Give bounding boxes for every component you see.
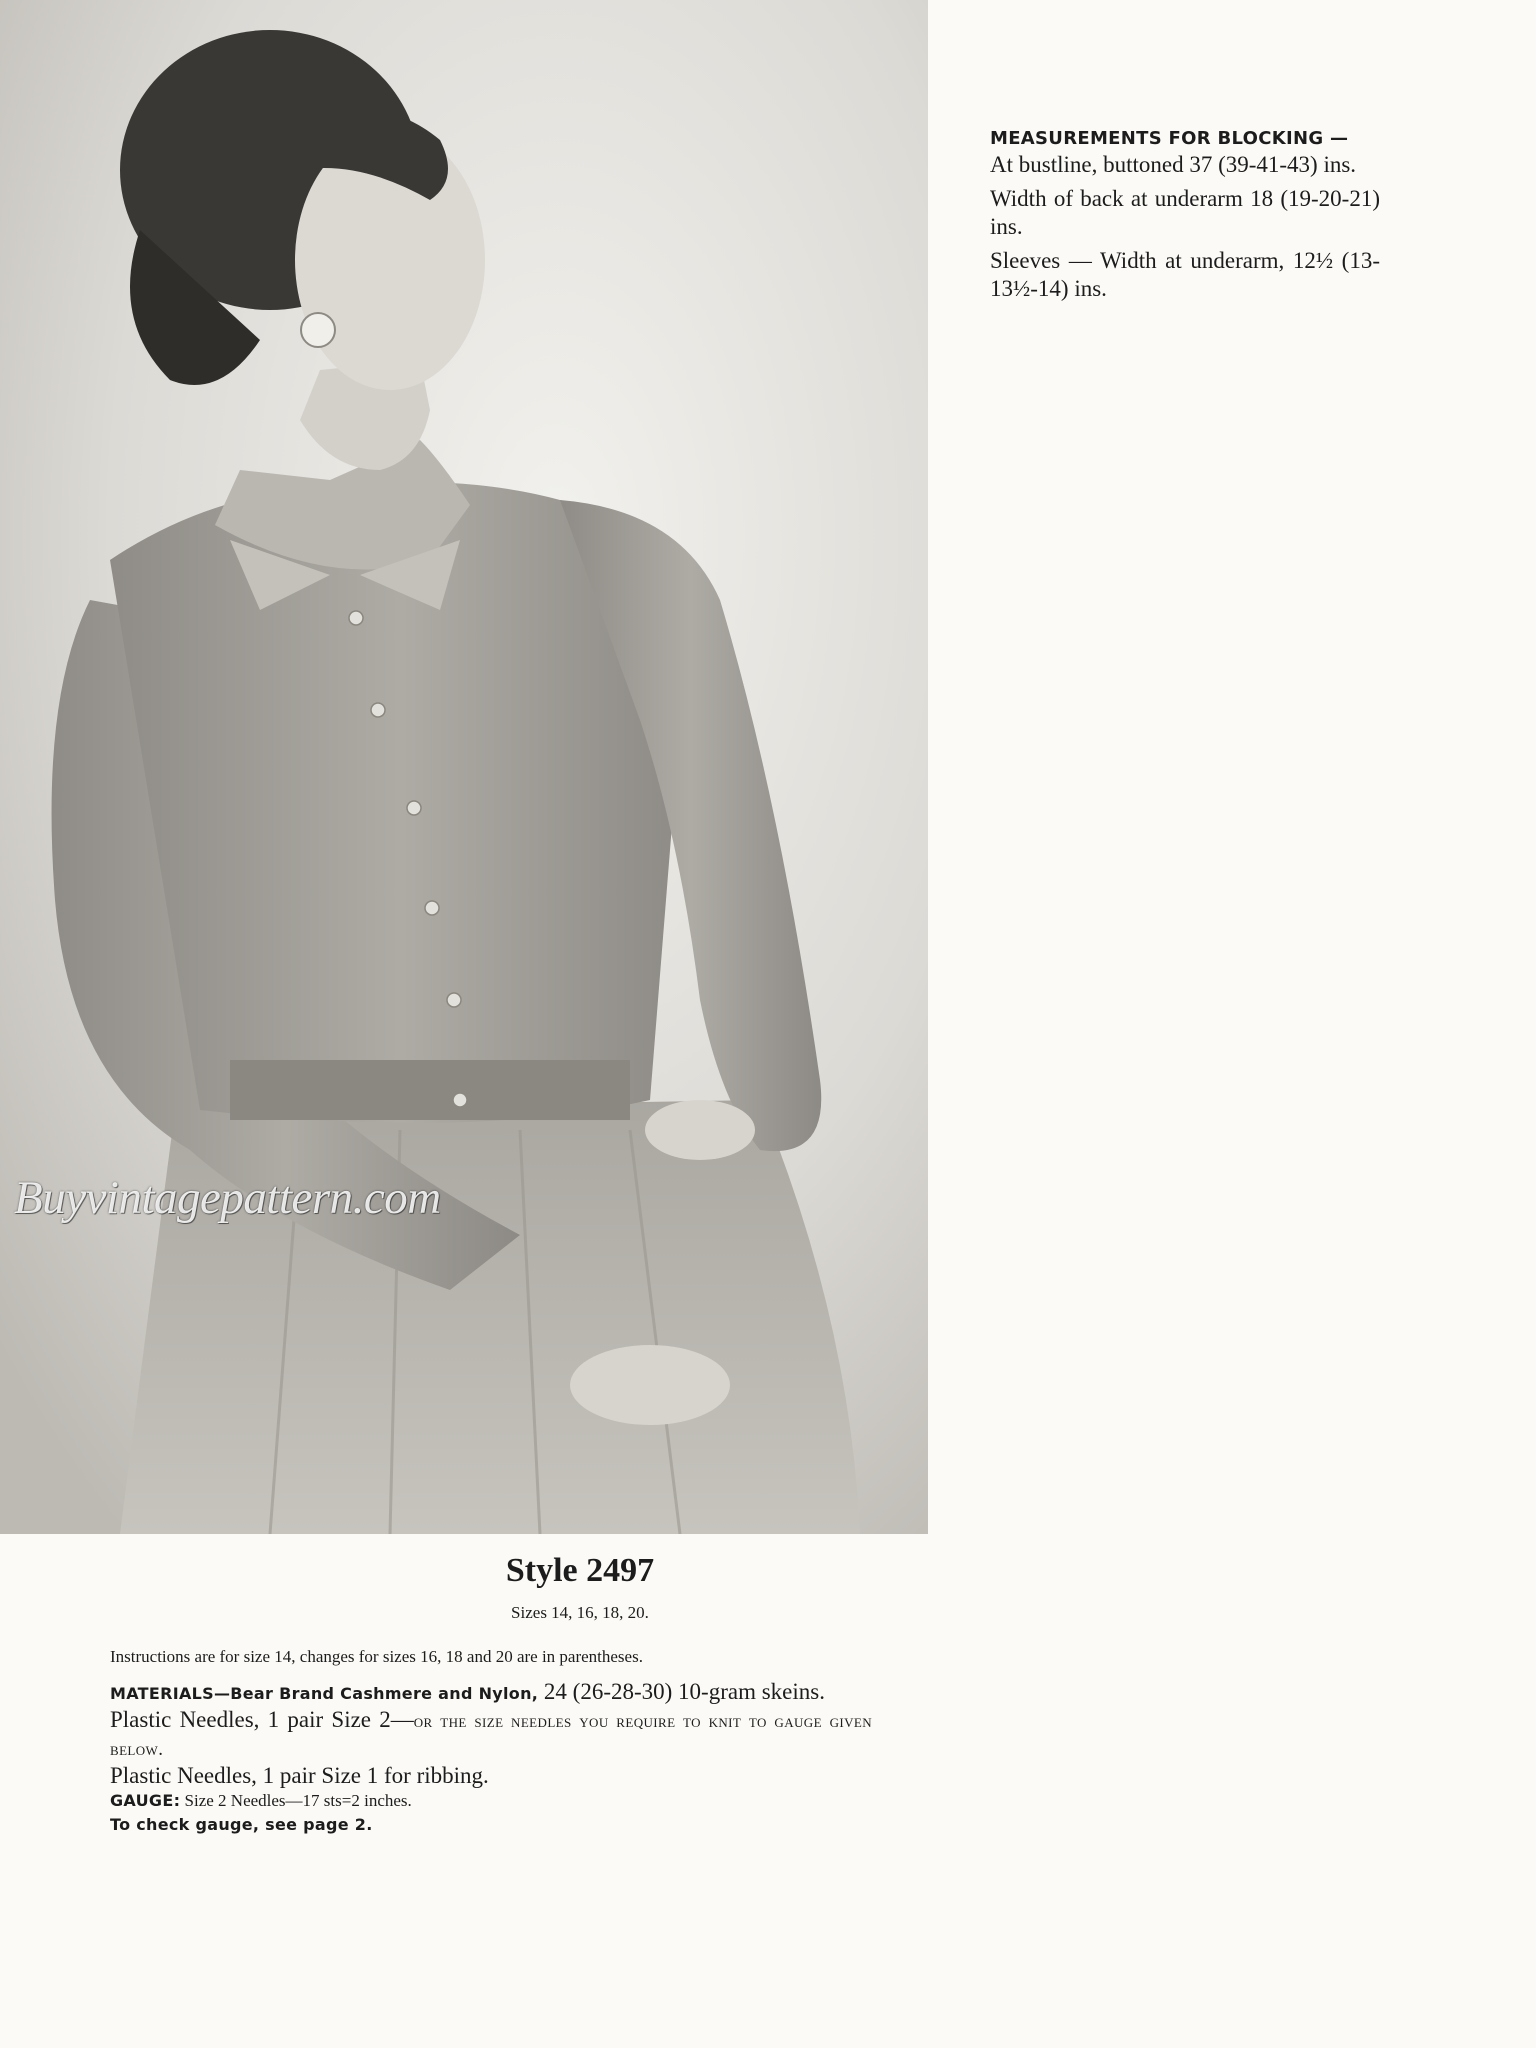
materials-label: MATERIALS—Bear Brand Cashmere and Nylon,	[110, 1684, 539, 1703]
watermark-text: Buyvintagepattern.com	[14, 1172, 441, 1224]
measurements-heading: MEASUREMENTS FOR BLOCKING —	[990, 128, 1349, 149]
needles-gauge-note: or the size needles you require to knit to gauge given below.	[110, 1711, 873, 1760]
bust-measurement: At bustline, buttoned 37 (39-41-43) ins.	[990, 152, 1357, 177]
instructions-section	[110, 1645, 872, 1837]
sizes-line: Sizes 14, 16, 18, 20.	[511, 1603, 649, 1622]
sleeve-measurement: Sleeves — Width at underarm, 12½ (13-13½-14) ins.	[990, 248, 1380, 301]
gauge-text: Size 2 Needles—17 sts=2 inches.	[180, 1791, 412, 1810]
gauge-label: GAUGE:	[110, 1791, 181, 1810]
style-title: Style 2497	[505, 1552, 655, 1589]
back-measurement: Width of back at underarm 18 (19-20-21) ins.	[990, 186, 1380, 239]
needles-size2: Plastic Needles, 1 pair Size 2—	[110, 1707, 414, 1732]
needles-paragraph-1	[110, 1707, 872, 1763]
check-gauge-note: To check gauge, see page 2.	[110, 1815, 373, 1834]
materials-paragraph	[110, 1679, 872, 1707]
gauge-paragraph	[110, 1789, 872, 1813]
cardigan-photo	[0, 0, 928, 1534]
needles-paragraph-2: Plastic Needles, 1 pair Size 1 for ribbing.	[110, 1763, 489, 1788]
instructions-text: Instructions are for size 14, changes for sizes 16, 18 and 20 are in parentheses.	[110, 1647, 643, 1666]
measurements-section	[990, 128, 1380, 309]
materials-yarn: 24 (26-28-30) 10-gram skeins.	[538, 1679, 825, 1704]
